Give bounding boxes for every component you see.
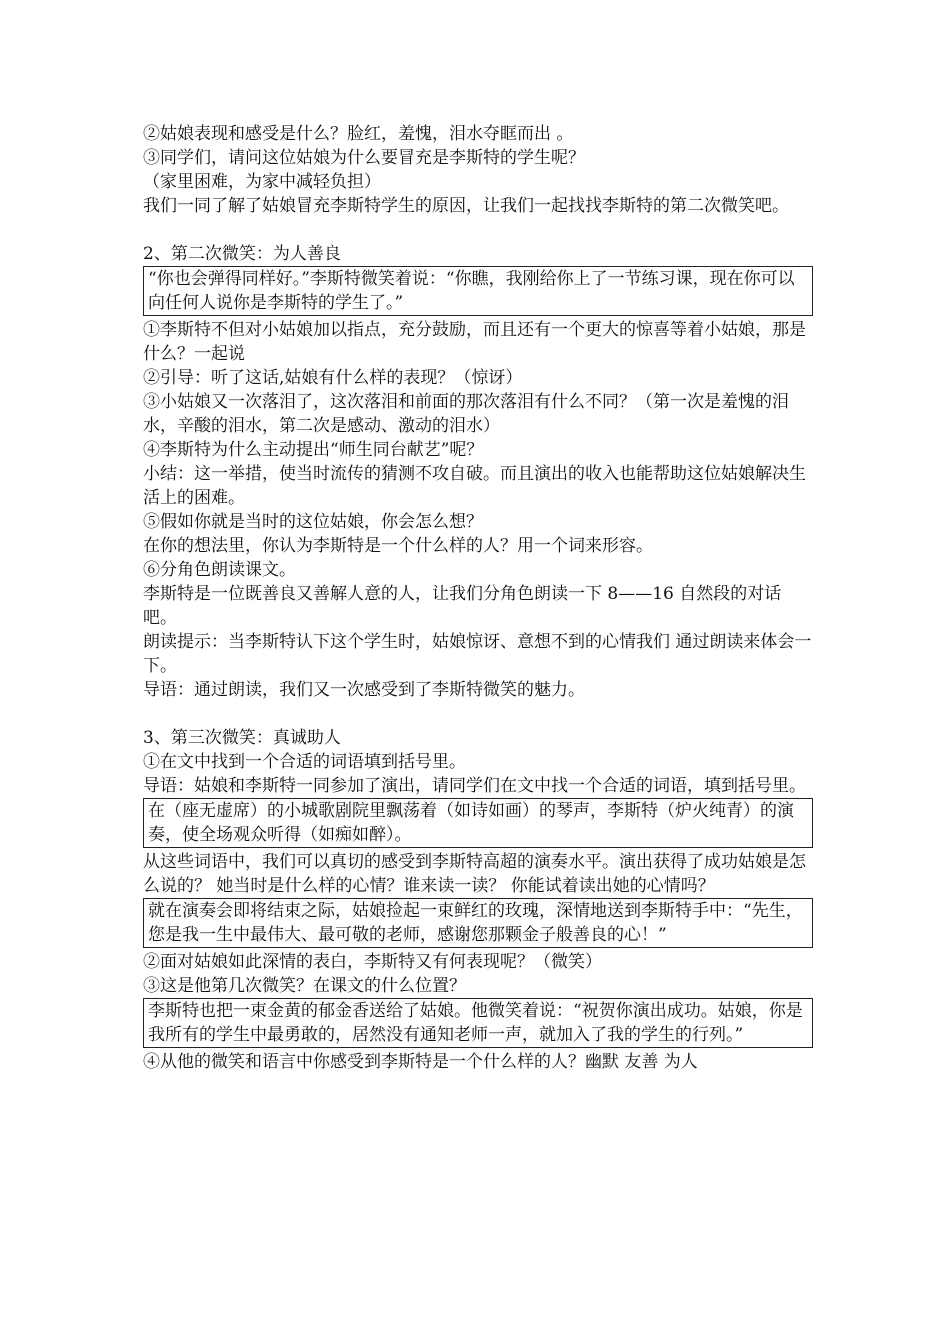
paragraph: ③同学们，请问这位姑娘为什么要冒充是李斯特的学生呢？ [143,148,585,168]
paragraph: 从这些词语中，我们可以真切的感受到李斯特高超的演奏水平。演出获得了成功姑娘是怎么说的？ 她当时是什么样的心情？谁来读一读？ 你能试着读出她的心情吗？ [143,852,806,896]
paragraph: ③小姑娘又一次落泪了，这次落泪和前面的那次落泪有什么不同？（第一次是羞愧的泪水，辛酸的泪水，第二次是感动、激动的泪水） [143,392,789,436]
paragraph: （家里困难，为家中减轻负担） [143,172,381,192]
paragraph: ④李斯特为什么主动提出“师生同台献艺”呢？ [143,440,484,460]
paragraph: 导语：姑娘和李斯特一同参加了演出，请同学们在文中找一个合适的词语，填到括号里。 [143,776,806,796]
document-page [143,122,813,1074]
paragraph: ②姑娘表现和感受是什么？脸红，羞愧，泪水夺眶而出 。 [143,124,574,144]
quote-box [143,998,813,1048]
spacer [143,702,813,726]
section-heading: 2、第二次微笑：为人善良 [143,244,341,264]
paragraph: ①在文中找到一个合适的词语填到括号里。 [143,752,466,772]
paragraph: 小结：这一举措，使当时流传的猜测不攻自破。而且演出的收入也能帮助这位姑娘解决生活上的困难。 [143,464,806,508]
paragraph: 李斯特是一位既善良又善解人意的人，让我们分角色朗读一下 8——16 自然段的对话吧。 [143,584,782,628]
paragraph: 导语：通过朗读，我们又一次感受到了李斯特微笑的魅力。 [143,680,585,700]
paragraph: ②面对姑娘如此深情的表白，李斯特又有何表现呢？（微笑） [143,952,602,972]
paragraph: ③这是他第几次微笑？在课文的什么位置？ [143,976,466,996]
paragraph: ⑤假如你就是当时的这位姑娘，你会怎么想？ [143,512,483,532]
quote-text: “你也会弹得同样好。”李斯特微笑着说：“你瞧，我刚给你上了一节练习课，现在你可以向任何人说你是李斯特的学生了。” [148,269,795,313]
paragraph: 在你的想法里，你认为李斯特是一个什么样的人？用一个词来形容。 [143,536,653,556]
paragraph: ②引导：听了这话,姑娘有什么样的表现？（惊讶） [143,368,523,388]
quote-box [143,898,813,948]
quote-text: 李斯特也把一束金黄的郁金香送给了姑娘。他微笑着说：“祝贺你演出成功。姑娘，你是我所有的学生中最勇敢的，居然没有通知老师一声，就加入了我的学生的行列。” [148,1001,803,1045]
spacer [143,218,813,242]
paragraph: 我们一同了解了姑娘冒充李斯特学生的原因，让我们一起找找李斯特的第二次微笑吧。 [143,196,789,216]
quote-box [143,266,813,316]
paragraph: ①李斯特不但对小姑娘加以指点，充分鼓励，而且还有一个更大的惊喜等着小姑娘，那是什么？一起说 [143,320,806,364]
quote-box [143,798,813,848]
paragraph: ⑥分角色朗读课文。 [143,560,296,580]
paragraph: 朗读提示：当李斯特认下这个学生时，姑娘惊讶、意想不到的心情我们 通过朗读来体会一下。 [143,632,812,676]
quote-text: 在（座无虚席）的小城歌剧院里飘荡着（如诗如画）的琴声，李斯特（炉火纯青）的演奏，使全场观众听得（如痴如醉）。 [148,801,794,845]
quote-text: 就在演奏会即将结束之际，姑娘捡起一束鲜红的玫瑰，深情地送到李斯特手中：“先生，您是我一生中最伟大、最可敬的老师，感谢您那颗金子般善良的心！” [148,901,803,945]
section-heading: 3、第三次微笑：真诚助人 [143,728,341,748]
paragraph: ④从他的微笑和语言中你感受到李斯特是一个什么样的人？幽默 友善 为人 [143,1052,698,1072]
